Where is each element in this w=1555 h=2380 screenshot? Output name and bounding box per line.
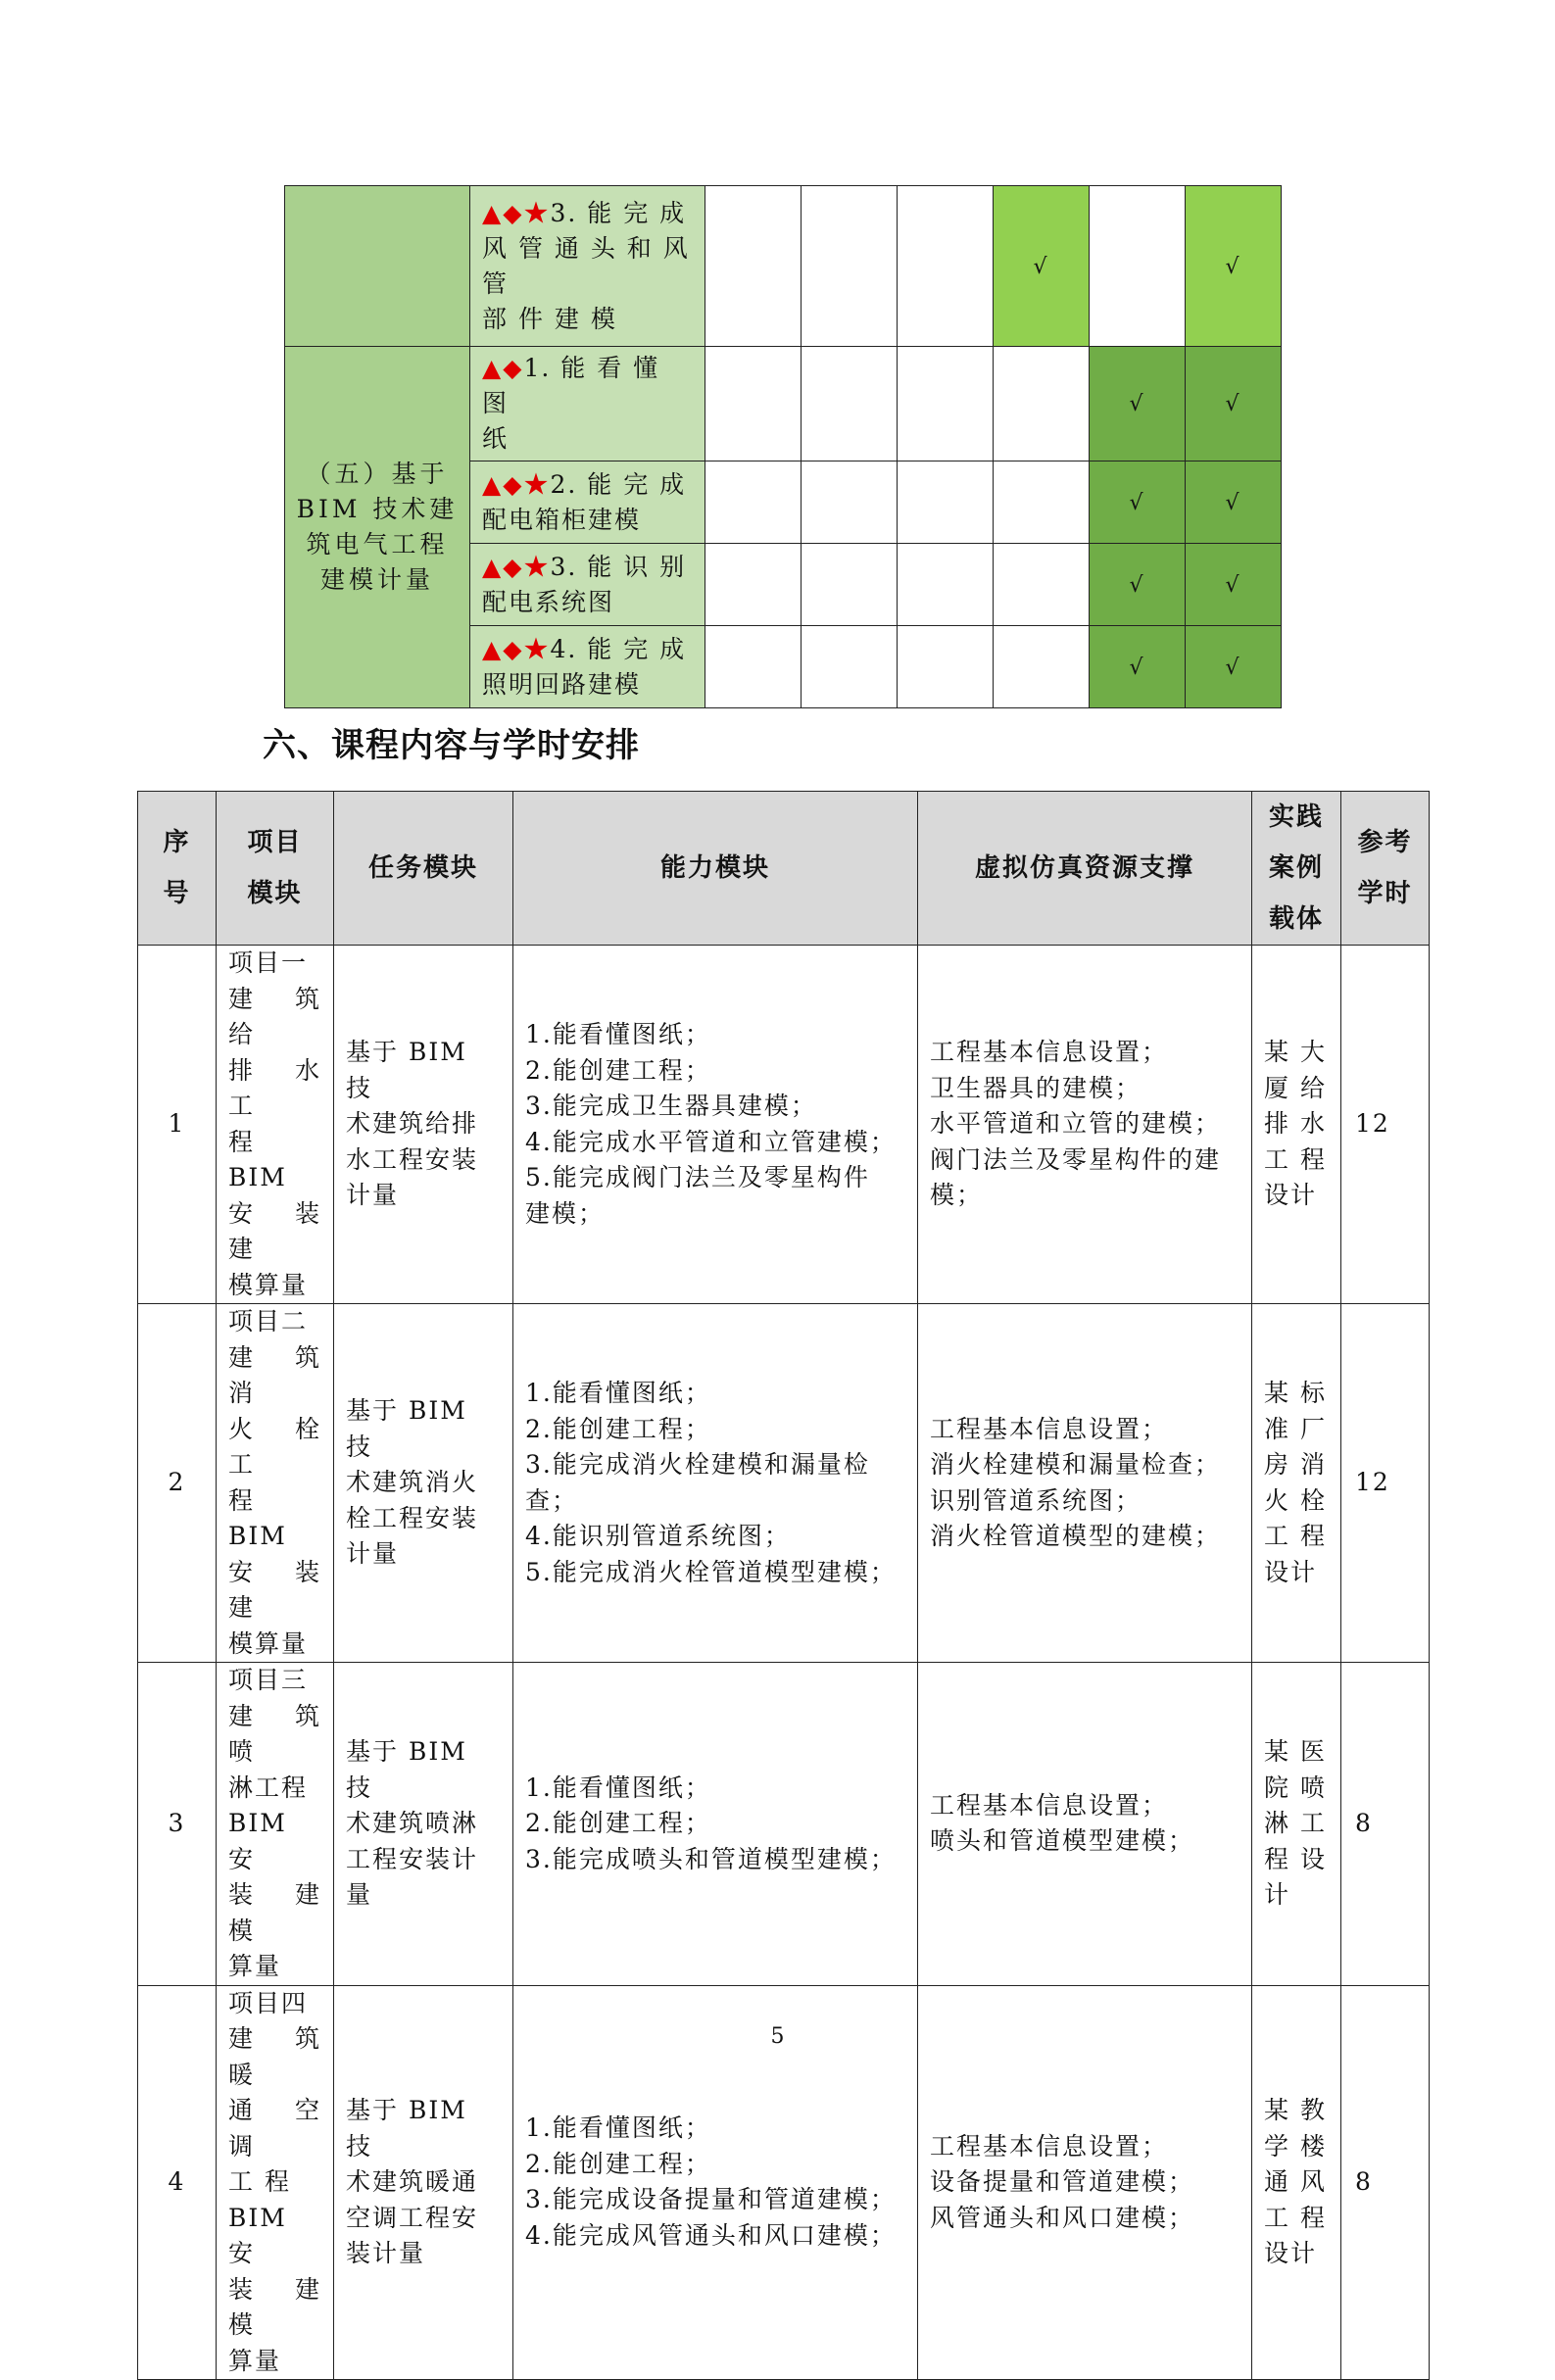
row-seq: 2 xyxy=(138,1304,217,1663)
competency-markers: ▲◆★ xyxy=(482,469,551,499)
competency-markers: ▲◆ xyxy=(482,354,524,382)
table-row xyxy=(138,946,1430,1304)
header-task: 任务模块 xyxy=(334,792,513,946)
row-seq: 3 xyxy=(138,1663,217,1986)
table-row xyxy=(138,1304,1430,1663)
matrix-section-4-cell xyxy=(285,186,470,347)
row-case: 某 大 厦 给 排 水 工 程 设计 xyxy=(1252,946,1341,1304)
check-cell: √ xyxy=(1090,347,1186,461)
row-case: 某 标 准 厂 房 消 火 栓 工 程 设计 xyxy=(1252,1304,1341,1663)
row-hours: 12 xyxy=(1341,1304,1430,1663)
check-cell xyxy=(802,347,898,461)
competency-markers: ▲◆★ xyxy=(482,634,551,663)
check-cell xyxy=(898,544,994,626)
matrix-item-text: 3. 能 完 成 风 管 通 头 和 风 管 部 件 建 模 xyxy=(482,198,690,333)
matrix-item xyxy=(470,626,705,708)
row-virtual: 工程基本信息设置； 喷头和管道模型建模； xyxy=(918,1663,1252,1986)
check-cell: √ xyxy=(1090,461,1186,544)
competency-markers: ▲◆★ xyxy=(482,198,551,227)
matrix-item-text: 2. 能 完 成 配电箱柜建模 xyxy=(482,469,687,534)
matrix-item xyxy=(470,461,705,544)
check-cell xyxy=(994,626,1090,708)
check-cell xyxy=(705,461,802,544)
section-heading: 六、课程内容与学时安排 xyxy=(263,726,640,765)
row-case: 某 教 学 楼 通 风 工 程 设计 xyxy=(1252,1985,1341,2380)
header-virtual: 虚拟仿真资源支撑 xyxy=(918,792,1252,946)
check-cell: √ xyxy=(1186,544,1282,626)
matrix-item-text: 1. 能 看 懂 图 纸 xyxy=(482,354,660,453)
header-case: 实践 案例 载体 xyxy=(1252,792,1341,946)
header-ability: 能力模块 xyxy=(513,792,918,946)
check-cell xyxy=(1090,186,1186,347)
check-cell xyxy=(994,544,1090,626)
competency-markers: ▲◆★ xyxy=(482,552,551,581)
row-case: 某 医 院 喷 淋 工 程 设 计 xyxy=(1252,1663,1341,1986)
row-project: 项目一 建 筑 给 排 水 工 程 BIM 安 装 建 模算量 xyxy=(217,946,334,1304)
check-cell xyxy=(802,186,898,347)
row-project: 项目三 建 筑 喷 淋工程 BIM 安 装 建 模 算量 xyxy=(217,1663,334,1986)
check-cell xyxy=(994,347,1090,461)
check-cell: √ xyxy=(1090,626,1186,708)
check-cell xyxy=(898,347,994,461)
row-hours: 8 xyxy=(1341,1663,1430,1986)
header-seq: 序 号 xyxy=(138,792,217,946)
row-seq: 1 xyxy=(138,946,217,1304)
check-cell xyxy=(802,544,898,626)
check-cell xyxy=(705,347,802,461)
row-virtual: 工程基本信息设置； 消火栓建模和漏量检查； 识别管道系统图； 消火栓管道模型的建模； xyxy=(918,1304,1252,1663)
check-cell xyxy=(705,186,802,347)
row-project: 项目二 建 筑 消 火 栓 工 程 BIM 安 装 建 模算量 xyxy=(217,1304,334,1663)
check-cell xyxy=(898,461,994,544)
matrix-row xyxy=(285,186,1282,347)
row-hours: 8 xyxy=(1341,1985,1430,2380)
table-header-row xyxy=(138,792,1430,946)
check-cell: √ xyxy=(1090,544,1186,626)
check-cell xyxy=(802,626,898,708)
matrix-row xyxy=(285,347,1282,461)
matrix-section-5-title: （五）基于 BIM 技术建 筑电气工程 建模计量 xyxy=(285,347,470,708)
row-ability: 1.能看懂图纸； 2.能创建工程； 3.能完成消火栓建模和漏量检 查； 4.能识别管道系统图； 5.能完成消火栓管道模型建模； xyxy=(513,1304,918,1663)
check-cell xyxy=(898,186,994,347)
check-cell xyxy=(898,626,994,708)
header-project: 项目 模块 xyxy=(217,792,334,946)
competency-matrix xyxy=(284,185,1282,708)
check-cell: √ xyxy=(1186,347,1282,461)
row-task: 基于 BIM 技 术建筑喷淋 工程安装计 量 xyxy=(334,1663,513,1986)
row-ability: 1.能看懂图纸； 2.能创建工程； 3.能完成喷头和管道模型建模； xyxy=(513,1663,918,1986)
check-cell xyxy=(705,626,802,708)
matrix-item xyxy=(470,544,705,626)
check-cell: √ xyxy=(1186,626,1282,708)
course-table xyxy=(137,791,1430,2380)
row-hours: 12 xyxy=(1341,946,1430,1304)
matrix-item-text: 4. 能 完 成 照明回路建模 xyxy=(482,634,687,699)
matrix-item xyxy=(470,347,705,461)
row-virtual: 工程基本信息设置； 卫生器具的建模； 水平管道和立管的建模； 阀门法兰及零星构件的建 模； xyxy=(918,946,1252,1304)
row-virtual: 工程基本信息设置； 设备提量和管道建模； 风管通头和风口建模； xyxy=(918,1985,1252,2380)
matrix-item xyxy=(470,186,705,347)
check-cell: √ xyxy=(1186,186,1282,347)
header-hours: 参考 学时 xyxy=(1341,792,1430,946)
row-project: 项目四 建 筑 暖 通 空 调 工 程 BIM 安 装 建 模 算量 xyxy=(217,1985,334,2380)
check-cell xyxy=(802,461,898,544)
row-task: 基于 BIM 技 术建筑消火 栓工程安装 计量 xyxy=(334,1304,513,1663)
check-cell xyxy=(705,544,802,626)
row-seq: 4 xyxy=(138,1985,217,2380)
check-cell: √ xyxy=(1186,461,1282,544)
table-row xyxy=(138,1663,1430,1986)
row-task: 基于 BIM 技 术建筑给排 水工程安装 计量 xyxy=(334,946,513,1304)
check-cell xyxy=(994,461,1090,544)
row-ability: 1.能看懂图纸； 2.能创建工程； 3.能完成卫生器具建模； 4.能完成水平管道和立管建模； 5.能完成阀门法兰及零星构件 建模； xyxy=(513,946,918,1304)
check-cell: √ xyxy=(994,186,1090,347)
page-number: 5 xyxy=(770,2024,785,2049)
matrix-item-text: 3. 能 识 别 配电系统图 xyxy=(482,552,687,616)
row-ability: 1.能看懂图纸； 2.能创建工程； 3.能完成设备提量和管道建模； 4.能完成风管通头和风口建模； xyxy=(513,1985,918,2380)
row-task: 基于 BIM 技 术建筑暖通 空调工程安 装计量 xyxy=(334,1985,513,2380)
